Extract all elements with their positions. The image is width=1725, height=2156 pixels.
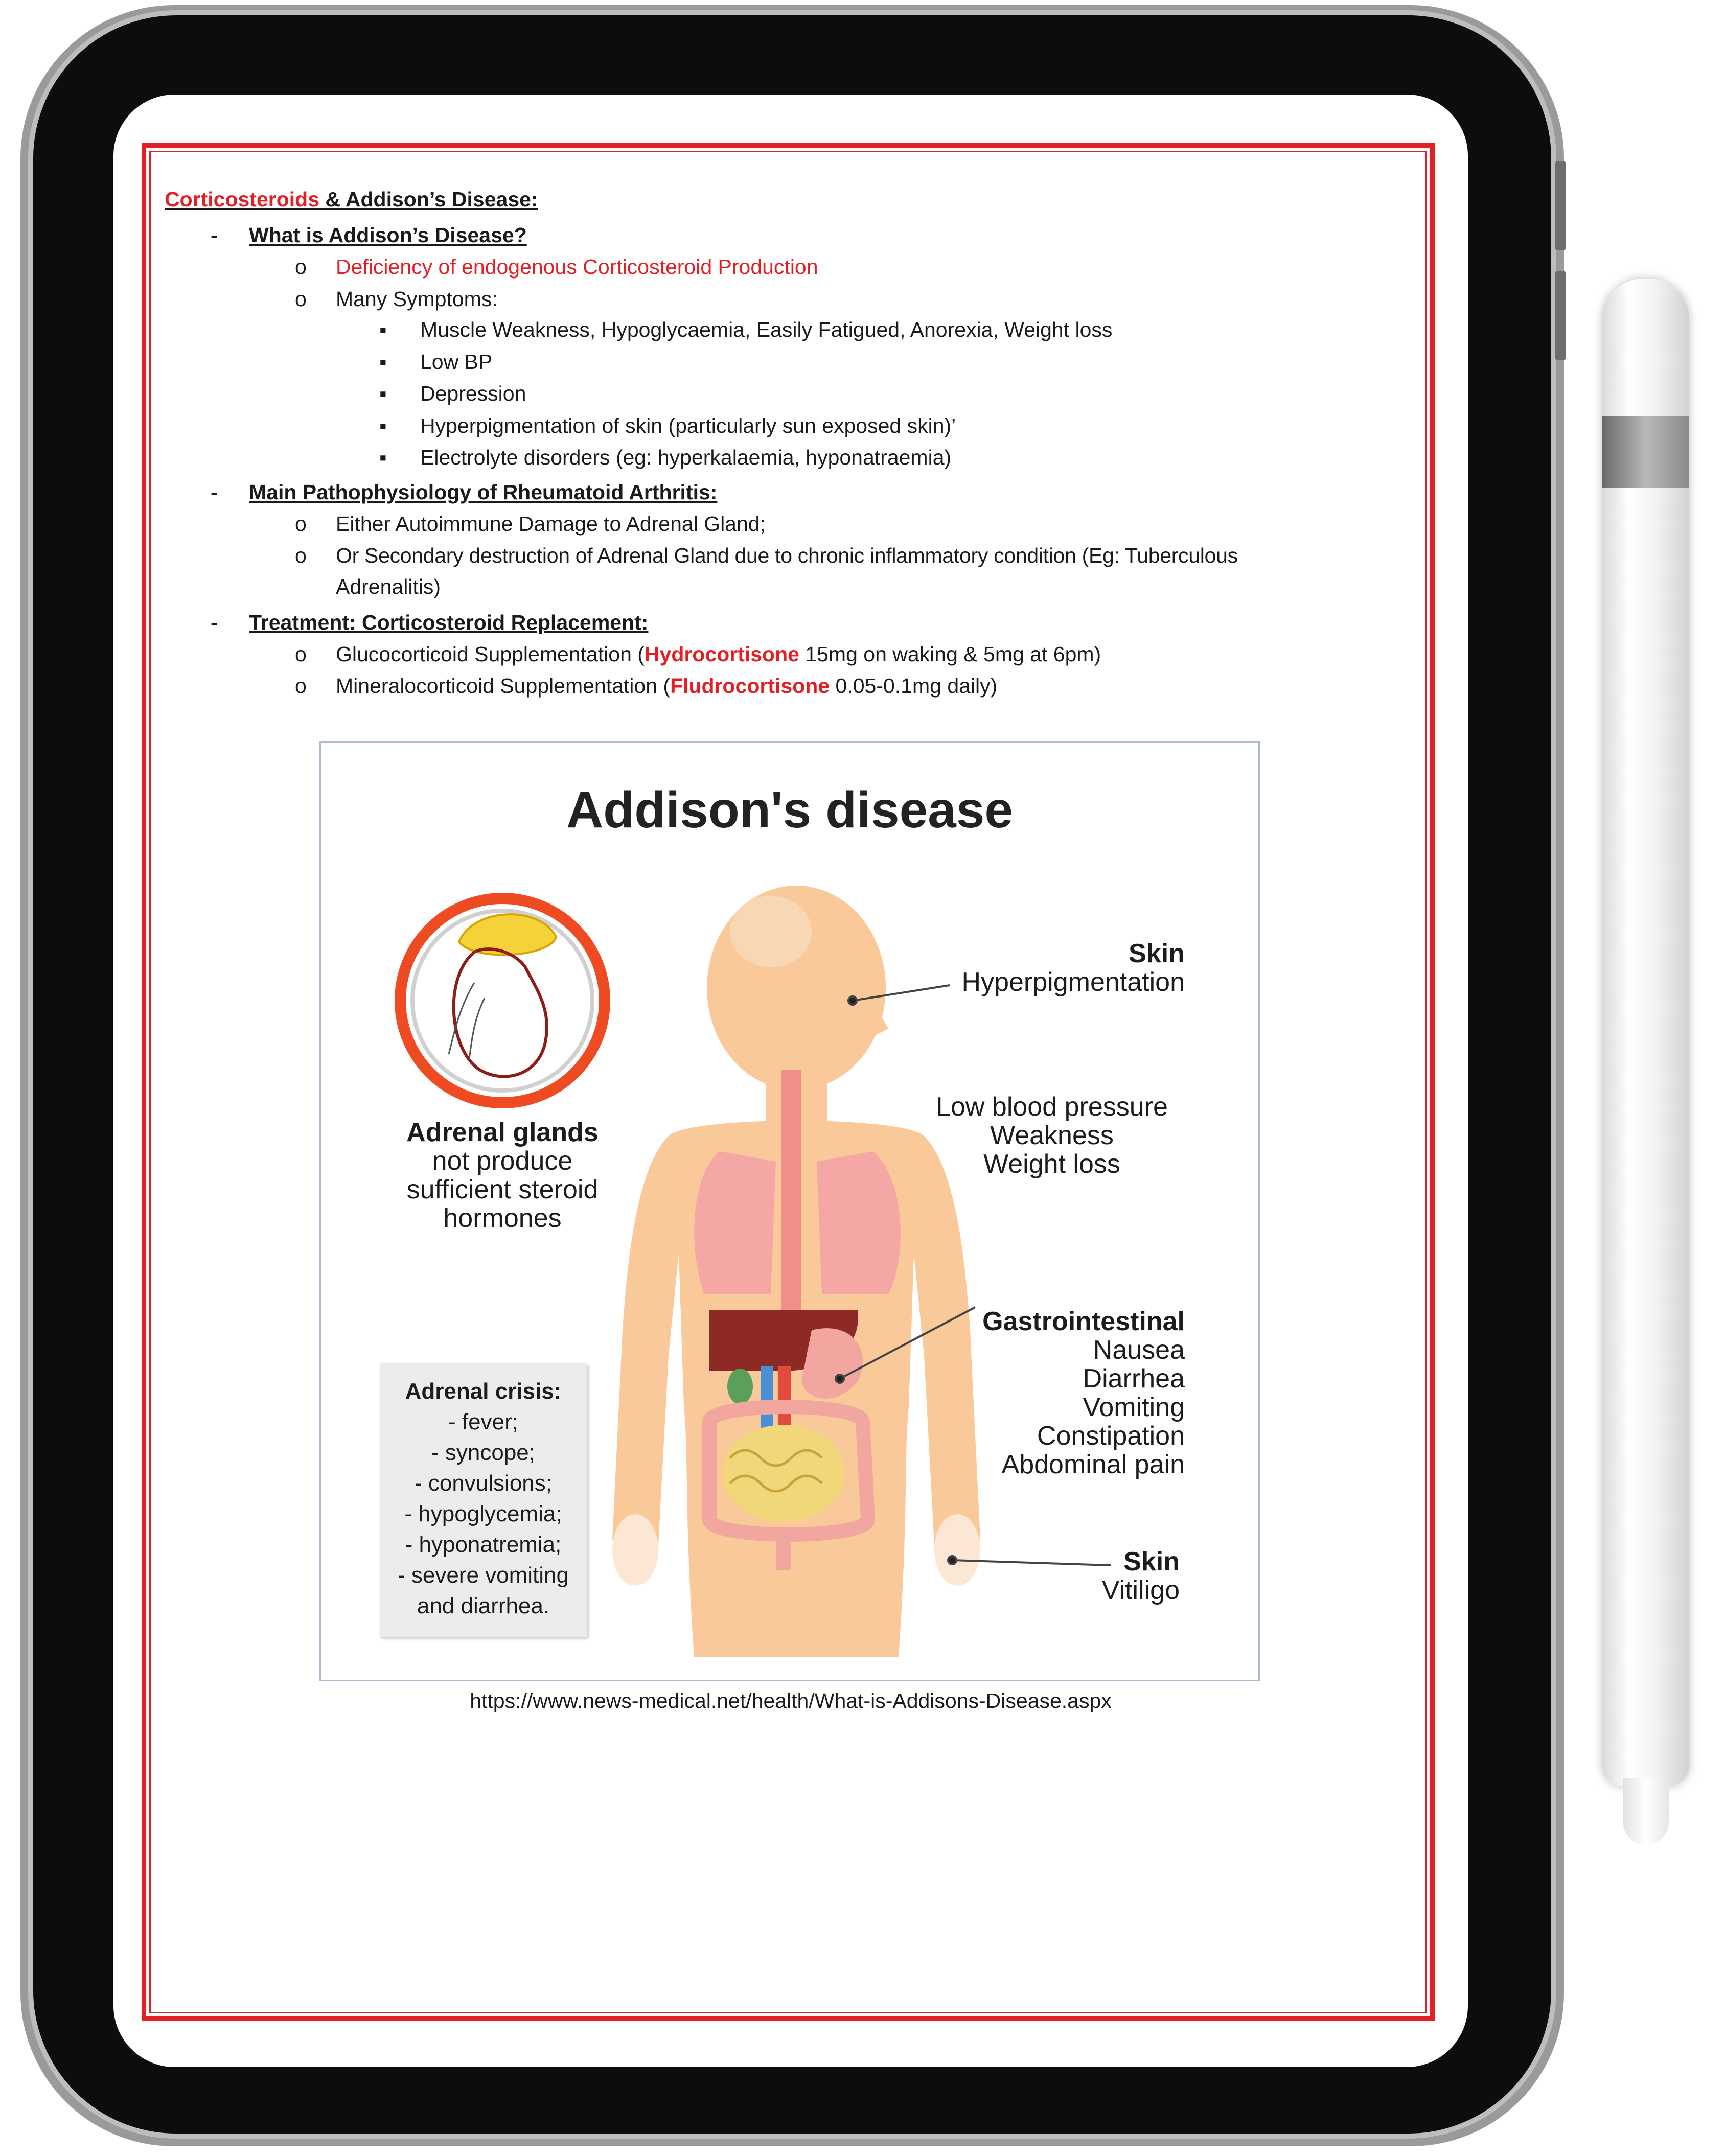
skin-heading: Skin (1123, 1547, 1180, 1577)
crisis-item: - syncope; (431, 1440, 535, 1465)
stylus-pencil (1602, 279, 1689, 1786)
list-item (336, 673, 997, 699)
tablet-screen (113, 95, 1468, 2067)
list-item-continued: Adrenalitis) (336, 575, 441, 598)
gi-symptom: Vomiting (1083, 1393, 1185, 1422)
sub-bullet: ▪ (379, 446, 387, 469)
section-heading: Treatment: Corticosteroid Replacement: (249, 611, 649, 634)
adrenal-heading: Adrenal glands (406, 1118, 599, 1147)
gi-symptom: Constipation (1037, 1421, 1185, 1451)
section-heading: What is Addison’s Disease? (249, 223, 527, 247)
drug-name: Fludrocortisone (670, 674, 830, 698)
crisis-heading: Adrenal crisis: (405, 1379, 562, 1404)
source-url: https://www.news-medical.net/health/What-is-Addisons-Disease.aspx (470, 1689, 1112, 1712)
list-bullet: o (295, 255, 307, 279)
symptom: Weakness (990, 1121, 1114, 1150)
symptom: Weight loss (983, 1149, 1120, 1179)
title-rest: & Addison’s Disease: (319, 188, 538, 211)
list-item: Either Autoimmune Damage to Adrenal Gland; (336, 512, 766, 536)
gi-heading: Gastrointestinal (982, 1307, 1185, 1336)
title-highlight: Corticosteroids (165, 188, 319, 211)
pencil-tip (1623, 1778, 1669, 1845)
section-heading: Main Pathophysiology of Rheumatoid Arthritis: (249, 480, 718, 504)
adrenal-line: sufficient steroid (406, 1175, 599, 1204)
drug-dose: 15mg on waking & 5mg at 6pm) (799, 642, 1101, 666)
gastrointestinal-label (909, 1307, 1185, 1479)
skin-text: Hyperpigmentation (961, 967, 1185, 997)
crisis-item: - hyponatremia; (405, 1532, 562, 1557)
list-item: Many Symptoms: (336, 287, 498, 311)
general-symptoms-label (909, 1093, 1195, 1178)
skin-hyperpigmentation-label (899, 939, 1185, 996)
sub-bullet: ▪ (379, 318, 387, 341)
list-item: Or Secondary destruction of Adrenal Gland due to chronic inflammatory condition (Eg: Tuberculous (336, 544, 1238, 567)
list-bullet: o (295, 674, 307, 698)
skin-text: Vitiligo (1101, 1575, 1180, 1605)
crisis-item: - convulsions; (414, 1471, 552, 1496)
sub-bullet: ▪ (379, 414, 387, 437)
section-dash: - (211, 611, 218, 634)
crisis-list (380, 1376, 587, 1621)
drug-name: Hydrocortisone (644, 642, 799, 666)
adrenal-line: hormones (443, 1203, 562, 1233)
crisis-item: - hypoglycemia; (404, 1501, 562, 1526)
drug-dose: 0.05-0.1mg daily) (830, 674, 998, 698)
sub-bullet: ▪ (379, 350, 387, 374)
drug-prefix: Glucocorticoid Supplementation ( (336, 642, 645, 666)
gi-symptom: Abdominal pain (1001, 1450, 1185, 1479)
infographic-title: Addison's disease (566, 781, 1014, 839)
adrenal-line: not produce (432, 1146, 573, 1176)
crisis-item: - fever; (448, 1409, 518, 1434)
sub-item: Low BP (420, 350, 493, 374)
list-item (336, 641, 1101, 667)
pencil-band (1602, 416, 1689, 488)
adrenal-label (382, 1118, 623, 1233)
list-bullet: o (295, 642, 307, 666)
list-item: Deficiency of endogenous Corticosteroid Production (336, 255, 818, 279)
sub-bullet: ▪ (379, 382, 387, 405)
section-dash: - (211, 480, 218, 504)
list-bullet: o (295, 544, 307, 567)
gi-symptom: Diarrhea (1083, 1364, 1185, 1394)
sub-item: Electrolyte disorders (eg: hyperkalaemia, hyponatraemia) (420, 446, 952, 469)
gi-symptom: Nausea (1093, 1335, 1185, 1365)
crisis-item: and diarrhea. (417, 1593, 550, 1618)
volume-down-button (1555, 271, 1566, 360)
list-bullet: o (295, 287, 307, 311)
adrenal-crisis-box (380, 1363, 587, 1637)
list-bullet: o (295, 512, 307, 536)
document-title (165, 187, 538, 212)
volume-up-button (1555, 161, 1566, 250)
drug-prefix: Mineralocorticoid Supplementation ( (336, 674, 671, 698)
sub-item: Muscle Weakness, Hypoglycaemia, Easily Fatigued, Anorexia, Weight loss (420, 318, 1113, 341)
sub-item: Depression (420, 382, 526, 405)
crisis-item: - severe vomiting (397, 1563, 569, 1588)
symptom: Low blood pressure (936, 1092, 1168, 1122)
kidney-icon (400, 898, 605, 1103)
addisons-infographic (319, 741, 1260, 1681)
skin-vitiligo-label (960, 1547, 1180, 1605)
skin-heading: Skin (1129, 939, 1185, 968)
section-dash: - (211, 223, 218, 247)
sub-item: Hyperpigmentation of skin (particularly sun exposed skin)’ (420, 414, 956, 437)
